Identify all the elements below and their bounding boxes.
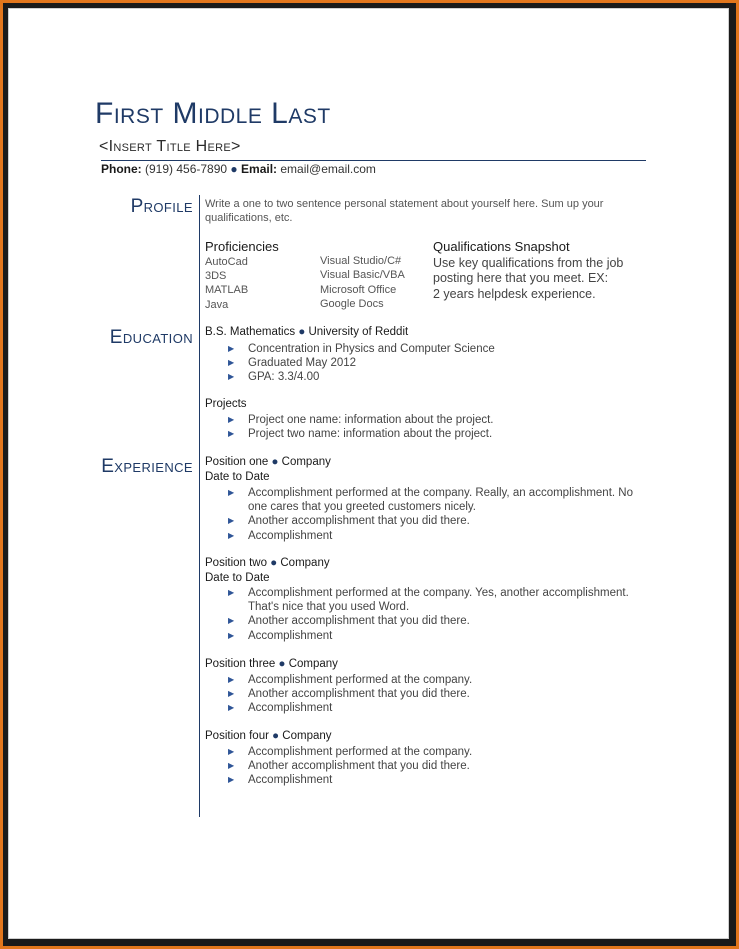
school: University of Reddit [308,326,409,338]
position: Position one [205,456,269,468]
job-bullets [228,745,648,788]
triangle-right-icon: ▶ [228,775,235,785]
job-dates: Date to Date [205,572,270,584]
projects-bullets [228,413,493,441]
job-dates: Date to Date [205,471,270,483]
phone-label: Phone: [101,162,142,176]
triangle-right-icon: ▶ [228,429,235,439]
dot-icon: ● [278,658,286,670]
list-item: ▶ Project two name: information about the project. [228,428,493,441]
email-label: Email: [241,162,278,176]
proficiency-item: AutoCad [205,256,248,268]
triangle-right-icon: ▶ [228,703,235,713]
dot-icon: ● [272,730,280,742]
company: Company [280,557,330,569]
triangle-right-icon: ▶ [228,747,235,756]
proficiency-item: Microsoft Office [320,284,397,296]
dot-icon: ● [271,456,279,468]
dot-icon: ● [270,557,278,569]
triangle-right-icon: ▶ [228,675,235,684]
education-bullets [228,342,495,385]
profile-statement-line1: Write a one to two sentence personal statement about yourself here. Sum up your [205,198,604,210]
dot-icon: ● [230,162,238,176]
resume-name: First Middle Last [95,97,331,130]
email-value: email@email.com [280,162,376,176]
triangle-right-icon: ▶ [228,516,235,526]
triangle-right-icon: ▶ [228,761,235,771]
triangle-right-icon: ▶ [228,415,235,424]
section-divider [199,195,200,817]
qualifications-line: 2 years helpdesk experience. [433,287,596,301]
qualifications-heading: Qualifications Snapshot [433,239,570,254]
list-item: ▶ Accomplishment [228,529,333,542]
list-item: ▶ Another accomplishment that you did there. [228,515,470,528]
position: Position three [205,658,276,670]
list-item: ▶ Accomplishment performed at the company. [228,674,473,686]
triangle-right-icon: ▶ [228,530,235,540]
job-bullets [228,673,648,716]
profile-statement-line2: qualifications, etc. [205,212,293,224]
education-heading: Education [109,327,193,348]
profile-heading: Profile [130,196,193,217]
position: Position two [205,557,268,569]
company: Company [281,456,331,468]
job-bullets [228,486,648,543]
job-title-line [205,730,332,742]
company: Company [282,730,332,742]
list-item: ▶ GPA: 3.3/4.00 [228,371,320,384]
proficiency-item: 3DS [205,270,227,282]
job-title-line [205,658,338,670]
list-item: ▶ Another accomplishment that you did there. [228,688,470,701]
experience-heading: Experience [101,456,193,477]
qualifications-line: Use key qualifications from the job [433,256,624,270]
phone-value: (919) 456-7890 [145,162,228,176]
triangle-right-icon: ▶ [228,488,235,497]
list-item: ▶ Project one name: information about the project. [228,414,494,426]
list-item: ▶ Accomplishment [228,629,333,642]
list-item: ▶ Concentration in Physics and Computer Science [228,343,495,355]
projects-heading: Projects [205,398,247,410]
list-item: ▶ Accomplishment [228,702,333,715]
triangle-right-icon: ▶ [228,616,235,626]
list-item: ▶ Another accomplishment that you did there. [228,615,470,628]
degree: B.S. Mathematics [205,326,296,338]
company: Company [288,658,338,670]
proficiency-item: Google Docs [320,298,384,310]
proficiency-item: Java [205,299,229,311]
proficiencies-heading: Proficiencies [205,239,279,254]
triangle-right-icon: ▶ [228,630,235,640]
list-item: ▶ Another accomplishment that you did there. [228,760,470,773]
triangle-right-icon: ▶ [228,344,235,353]
job-title-line [205,557,330,569]
degree-line [205,326,408,338]
list-item: ▶ Accomplishment [228,774,333,787]
header-rule [101,160,646,161]
job-bullets [228,586,648,643]
position: Position four [205,730,269,742]
triangle-right-icon: ▶ [228,358,235,368]
proficiency-item: Visual Basic/VBA [320,269,405,281]
job-title-line [205,456,331,468]
contact-line [101,162,376,176]
resume-title: <Insert Title Here> [99,138,241,155]
dot-icon: ● [298,326,306,338]
proficiency-item: Visual Studio/C# [320,255,402,267]
triangle-right-icon: ▶ [228,588,235,597]
triangle-right-icon: ▶ [228,372,235,382]
qualifications-line: posting here that you meet. EX: [433,271,609,285]
resume-page [8,8,729,939]
proficiency-item: MATLAB [205,284,249,296]
list-item: ▶ Accomplishment performed at the company. Really, an accomplishment. No one cares that you greeted customers nicely. [228,487,633,514]
list-item: ▶ Accomplishment performed at the company. [228,746,473,758]
list-item: ▶ Graduated May 2012 [228,357,357,370]
list-item: ▶ Accomplishment performed at the company. Yes, another accomplishment. That's nice that you used Word. [228,587,629,614]
triangle-right-icon: ▶ [228,689,235,699]
